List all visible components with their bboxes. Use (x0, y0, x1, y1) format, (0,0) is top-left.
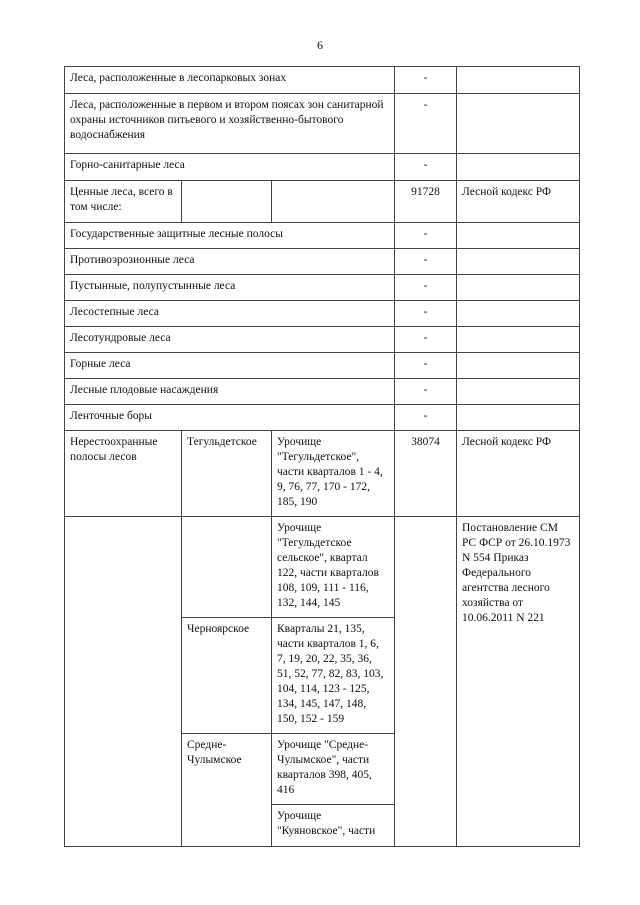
category-basis: Лесной кодекс РФ (457, 431, 580, 517)
category-name: Леса, расположенные в лесопарковых зонах (65, 67, 395, 94)
category-name: Горно-санитарные леса (65, 154, 395, 181)
category-name (65, 517, 182, 847)
forestry-cell: Черноярское (182, 618, 272, 734)
forestry-cell: Средне-Чулымское (182, 734, 272, 847)
category-basis (457, 327, 580, 353)
category-basis (457, 353, 580, 379)
table-row (65, 94, 580, 154)
category-value: - (395, 405, 457, 431)
category-value: - (395, 67, 457, 94)
location-cell (272, 181, 395, 223)
category-value: - (395, 327, 457, 353)
category-basis: Лесной кодекс РФ (457, 181, 580, 223)
location-cell: Урочище "Средне-Чулымское", части кварталов 398, 405, 416 (272, 734, 395, 805)
category-name: Ценные леса, всего в том числе: (65, 181, 182, 223)
category-value: 38074 (395, 431, 457, 517)
forestry-cell: Тегульдетское (182, 431, 272, 517)
category-value: - (395, 379, 457, 405)
forestry-cell (182, 181, 272, 223)
table-row (65, 405, 580, 431)
category-value: - (395, 94, 457, 154)
category-basis (457, 223, 580, 249)
category-name: Лесотундровые леса (65, 327, 395, 353)
category-basis (457, 275, 580, 301)
category-name: Ленточные боры (65, 405, 395, 431)
category-value: - (395, 154, 457, 181)
table-row (65, 353, 580, 379)
table-row (65, 223, 580, 249)
category-value (395, 517, 457, 847)
table-row (65, 249, 580, 275)
forest-categories-table (64, 66, 580, 847)
location-cell: Урочище "Куяновское", части (272, 805, 395, 847)
category-name: Пустынные, полупустынные леса (65, 275, 395, 301)
location-cell: Урочище "Тегульдетское сельское", квартал 122, части кварталов 108, 109, 111 - 116, 132, 144, 145 (272, 517, 395, 618)
table-row (65, 181, 580, 223)
category-name: Лесные плодовые насаждения (65, 379, 395, 405)
category-basis (457, 94, 580, 154)
page-number: 6 (317, 38, 323, 52)
category-basis (457, 249, 580, 275)
category-basis (457, 67, 580, 94)
table-row (65, 67, 580, 94)
category-basis (457, 379, 580, 405)
location-cell: Урочище "Тегульдетское", части кварталов 1 - 4, 9, 76, 77, 170 - 172, 185, 190 (272, 431, 395, 517)
category-basis (457, 154, 580, 181)
category-value: - (395, 301, 457, 327)
category-name: Нерестоохранные полосы лесов (65, 431, 182, 517)
category-value: - (395, 249, 457, 275)
table-row (65, 327, 580, 353)
category-name: Государственные защитные лесные полосы (65, 223, 395, 249)
table-row (65, 379, 580, 405)
category-basis (457, 405, 580, 431)
category-name: Противоэрозионные леса (65, 249, 395, 275)
category-value: - (395, 275, 457, 301)
category-name: Лесостепные леса (65, 301, 395, 327)
category-name: Леса, расположенные в первом и втором поясах зон санитарной охраны источников питьевого и хозяйственно-бытового водоснабжения (65, 94, 395, 154)
table-row (65, 431, 580, 517)
category-value: - (395, 353, 457, 379)
category-basis (457, 301, 580, 327)
table-row (65, 517, 580, 618)
table-row (65, 275, 580, 301)
table-row (65, 301, 580, 327)
category-value: 91728 (395, 181, 457, 223)
location-cell: Кварталы 21, 135, части кварталов 1, 6, 7, 19, 20, 22, 35, 36, 51, 52, 77, 82, 83, 103, 104, 114, 123 - 125, 134, 145, 147, 148, 150, 152 - 159 (272, 618, 395, 734)
category-basis: Постановление СМ РС ФСР от 26.10.1973 N 554 Приказ Федерального агентства лесного хозяйства от 10.06.2011 N 221 (457, 517, 580, 847)
category-name: Горные леса (65, 353, 395, 379)
table-row (65, 154, 580, 181)
category-value: - (395, 223, 457, 249)
forestry-cell (182, 517, 272, 618)
